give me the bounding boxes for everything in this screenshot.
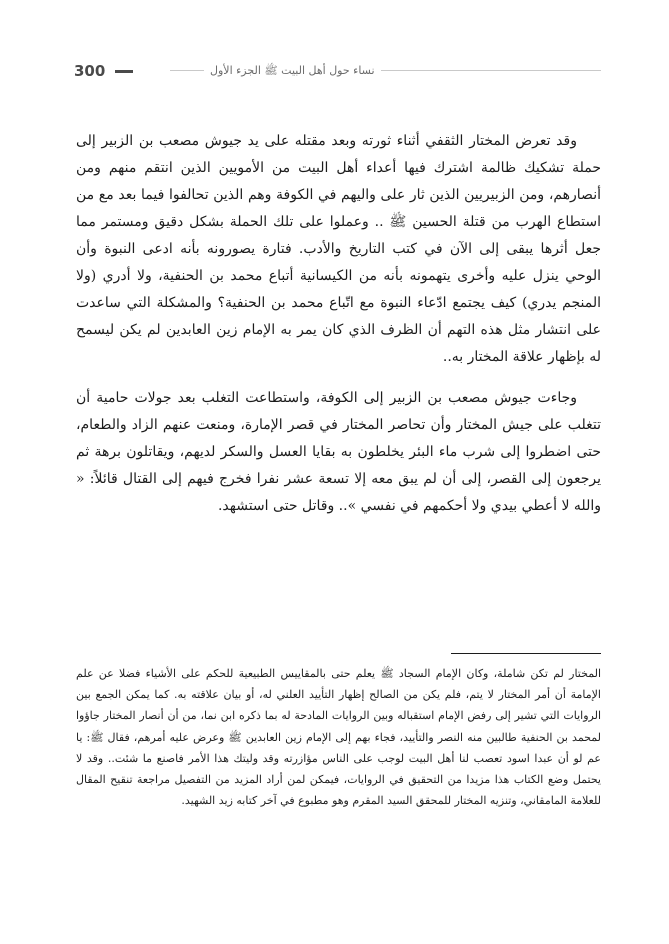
footnote: المختار لم تكن شاملة، وكان الإمام السجاد ﷺ يعلم حتى بالمقاييس الطبيعية للحكم على الأشياء فضلا عن علم الإمامة أن أمر المختار لا يتم، فلم يكن من الصالح إظهار التأييد العلني له، أو بيان علاقته به. كما يمكن الجمع بين الروايات التي تشير إلى رفض الإمام استقباله وبين الروايات المادحة له بما ذكره ابن نما، من أن أنصار المختار جاؤوا لمحمد بن الحنفية طالبين منه النصر والتأييد، فجاء بهم إلى الإمام زين العابدين ﷺ وعرض عليه أمرهم، فقال ﷺ: يا عم لو أن عبدا اسود تعصب لنا أهل البيت لوجب على الناس مؤازرته وقد وليتك هذا الأمر فاصنع ما شئت.. وقد لا يحتمل وضع الكتاب هذا مزيدا من التحقيق في الروايات، فيمكن لمن أراد المزيد من التفصيل مراجعة تنقيح المقال للعلامة المامقاني، وتنزيه المختار للمحقق السيد المقرم وهو مطبوع في آخر كتابه زيد الشهيد. [76,667,601,808]
running-title: نساء حول أهل البيت ﷺ الجزء الأول [204,58,381,84]
page-number: 300 [74,62,106,80]
main-text [76,128,601,520]
page-header [74,58,601,84]
paragraph: وجاءت جيوش مصعب بن الزبير إلى الكوفة، واستطاعت التغلب بعد جولات حامية أن تتغلب على جيش المختار وأن تحاصر المختار في قصر الإمارة، ومنعت عنهم الزاد والطعام، حتى اضطروا إلى شرب ماء البئر يخلطون به بقايا العسل والسكر لديهم، ويقاتلون برهة ثم يرجعون إلى القصر، إلى أن لم يبق معه إلا تسعة عشر نفرا فخرج فيهم إلى القتال قائلاً: « والله لا أعطي بيدي ولا أحكمهم في نفسي ».. وقاتل حتى استشهد. [76,390,601,514]
footnote-separator [451,653,601,654]
paragraph: وقد تعرض المختار الثقفي أثناء ثورته وبعد مقتله على يد جيوش مصعب بن الزبير إلى حملة تشكيك ظالمة اشترك فيها أعداء أهل البيت من الأمويين الذين انتقم منهم ومن أنصارهم، ومن الزبيريين الذين ثار على واليهم في الكوفة وهم الذين تحالفوا فيما بعد مع من استطاع الهرب من قتلة الحسين ﷺ .. وعملوا على تلك الحملة بشكل دقيق ومستمر مما جعل أثرها يبقى إلى الآن في كتب التاريخ والأدب. فتارة يصورونه بأنه ادعى النبوة وأن الوحي ينزل عليه وأخرى يتهمونه بأنه من الكيسانية أتباع محمد بن الحنفية، ولا أدري (ولا المنجم يدري) كيف يجتمع ادّعاء النبوة مع اتّباع محمد بن الحنفية؟ والمشكلة التي ساعدت على انتشار مثل هذه التهم أن الظرف الذي كان يمر به الإمام زين العابدين لم يكن ليسمح له بإظهار علاقة المختار به.. [76,133,601,365]
header-dash [115,70,133,73]
